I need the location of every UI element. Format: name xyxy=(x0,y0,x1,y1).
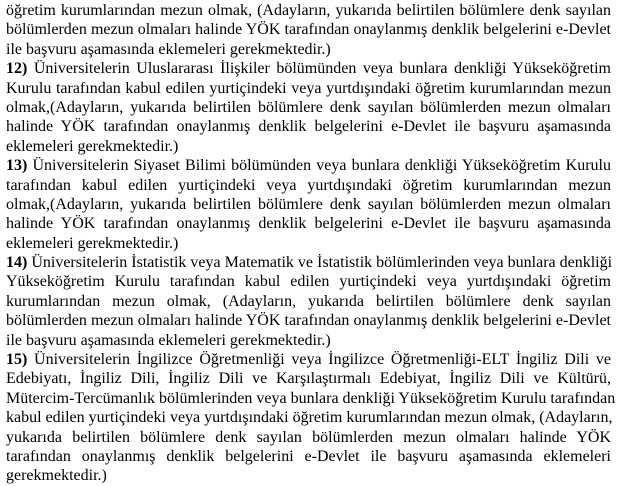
text-segment: Üniversitelerin Siyaset Bilimi bölümünden veya bunlara denkliği Yükseköğretim Kurulu xyxy=(27,157,611,175)
text-line: gerekmektedir.) xyxy=(6,467,107,485)
text-segment: Üniversitelerin Uluslararası İlişkiler bölümünden veya bunlara denkliği Yükseköğretim xyxy=(27,60,611,78)
text-line xyxy=(6,350,611,369)
text-segment: Üniversitelerin İstatistik veya Matematik ve İstatistik bölümlerinden veya bunlara denkliği xyxy=(27,254,613,272)
text-line: eklemeleri gerekmektedir.) xyxy=(6,137,179,155)
item-number: 13) xyxy=(6,157,28,175)
paragraph-11-continuation xyxy=(6,1,611,59)
item-number: 15) xyxy=(6,351,28,369)
text-line: bölümlerden mezun olmaları halinde YÖK tarafından onaylanmış denklik belgelerini e-Devlet xyxy=(6,21,611,39)
text-line: yukarıda belirtilen bölümlere denk sayılan bölümlerden mezun olmaları halinde YÖK xyxy=(6,428,611,446)
text-line: kabul edilen yurtiçindeki veya yurtdışındaki öğretim kurumlarından mezun olmak, (Adayların, xyxy=(6,409,613,427)
text-line: ile başvuru aşamasında eklemeleri gerekmektedir.) xyxy=(6,331,331,349)
text-line: bölümlerden mezun olmaları halinde YÖK tarafından onaylanmış denklik belgelerini e-Devlet xyxy=(6,312,611,330)
text-line: öğretim kurumlarından mezun olmak, (Adayların, yukarıda belirtilen bölümlere denk sayılan xyxy=(6,2,611,19)
text-segment: Üniversitelerin İngilizce Öğretmenliği veya İngilizce Öğretmenliği-ELT İngiliz Dili ve xyxy=(27,351,611,369)
text-line: Yükseköğretim Kurulu tarafından kabul edilen yurtiçindeki veya yurtdışındaki öğretim xyxy=(6,273,611,291)
text-line: Mütercim-Tercümanlık bölümlerinden veya bunlara denkliği Yükseköğretim Kurulu tarafından xyxy=(6,389,616,407)
text-line: Edebiyatı, İngiliz Dili, İngiliz Dili ve Karşılaştırmalı Edebiyat, İngiliz Dili ve Kültürü, xyxy=(6,370,611,388)
text-line: Kurulu tarafından kabul edilen yurtiçindeki veya yurtdışındaki öğretim kurumlarından mezun xyxy=(6,79,611,97)
text-line: ile başvuru aşamasında eklemeleri gerekmektedir.) xyxy=(6,40,331,58)
item-number: 14) xyxy=(6,254,28,272)
text-line: tarafından kabul edilen yurtiçindeki veya yurtdışındaki öğretim kurumlarından mezun xyxy=(6,176,611,194)
text-line: olmak,(Adayların, yukarıda belirtilen bölümlere denk sayılan bölümlerden mezun olmaları xyxy=(6,195,611,213)
paragraph-15 xyxy=(6,350,616,486)
paragraph-12 xyxy=(6,59,611,156)
paragraph-13 xyxy=(6,156,611,253)
text-line: halinde YÖK tarafından onaylanmış denklik belgelerini e-Devlet ile başvuru aşamasında xyxy=(6,118,611,136)
text-line: tarafından onaylanmış denklik belgelerini e-Devlet ile başvuru aşamasında eklemeleri xyxy=(6,447,611,465)
text-line: eklemeleri gerekmektedir.) xyxy=(6,234,179,252)
text-line: halinde YÖK tarafından onaylanmış denklik belgelerini e-Devlet ile başvuru aşamasında xyxy=(6,215,611,233)
document-body xyxy=(6,1,616,486)
text-line xyxy=(6,253,611,272)
text-line: olmak,(Adayların, yukarıda belirtilen bölümlere denk sayılan bölümlerden mezun olmaları xyxy=(6,98,611,116)
item-number: 12) xyxy=(6,60,28,78)
text-line xyxy=(6,59,611,78)
text-line xyxy=(6,156,611,175)
paragraph-14 xyxy=(6,253,611,350)
text-line: kurumlarından mezun olmak, (Adayların, yukarıda belirtilen bölümlere denk sayılan xyxy=(6,292,611,310)
